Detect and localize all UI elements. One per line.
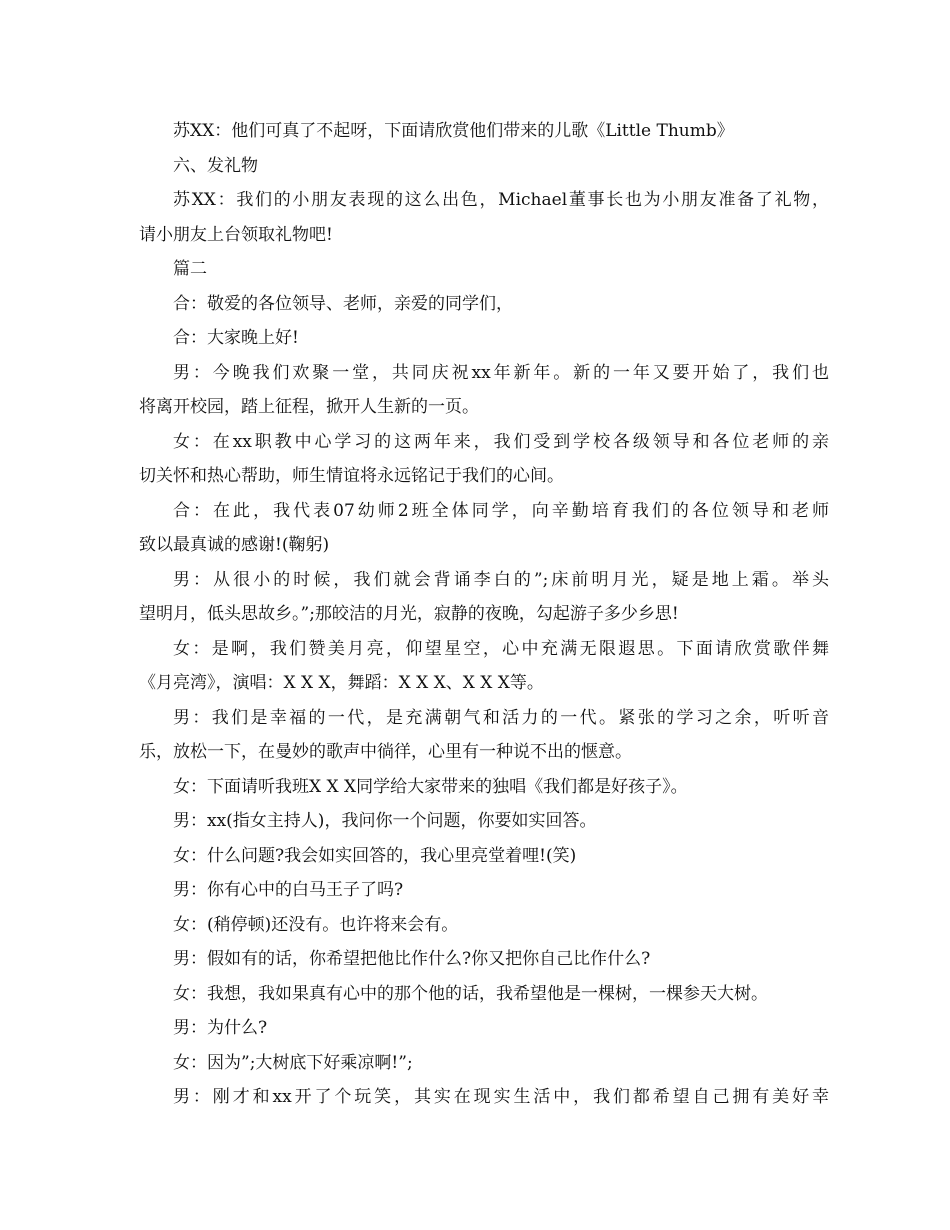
paragraph-line: 女：(稍停顿)还没有。也许将来会有。	[173, 914, 459, 935]
paragraph-line: 女：我想，我如果真有心中的那个他的话，我希望他是一棵树，一棵参天大树。	[173, 983, 768, 1004]
paragraph-line: 女：因为”;大树底下好乘凉啊!”;	[173, 1052, 413, 1073]
paragraph-line: 女：什么问题?我会如实回答的，我心里亮堂着哩!(笑)	[173, 845, 577, 866]
paragraph-line: 男：刚才和xx开了个玩笑，其实在现实生活中，我们都希望自己拥有美好幸	[173, 1087, 829, 1107]
paragraph-line: 女：是啊，我们赞美月亮，仰望星空，心中充满无限遐思。下面请欣赏歌伴舞	[173, 638, 829, 659]
paragraph-line: 《月亮湾》，演唱：X X X，舞蹈：X X X、X X X等。	[139, 673, 544, 693]
paragraph-line: 男：你有心中的白马王子了吗?	[173, 880, 404, 900]
paragraph-line: 男：我们是幸福的一代，是充满朝气和活力的一代。紧张的学习之余，听听音	[173, 707, 829, 728]
paragraph-line: 致以最真诚的感谢!(鞠躬)	[139, 535, 330, 555]
paragraph-line: 男：今晚我们欢聚一堂，共同庆祝xx年新年。新的一年又要开始了，我们也	[173, 362, 829, 383]
document-body	[139, 114, 829, 1115]
paragraph-line: 男：假如有的话，你希望把他比作什么?你又把你自己比作什么?	[173, 949, 651, 969]
paragraph-line: 切关怀和热心帮助，师生情谊将永远铭记于我们的心间。	[139, 466, 564, 486]
paragraph-line: 篇二	[173, 259, 207, 279]
paragraph-line: 苏XX：我们的小朋友表现的这么出色，Michael董事长也为小朋友准备了礼物，	[173, 190, 829, 210]
paragraph-line: 请小朋友上台领取礼物吧!	[139, 224, 333, 245]
paragraph-line: 望明月，低头思故乡。”;那皎洁的月光，寂静的夜晚，勾起游子多少乡思!	[139, 604, 679, 624]
paragraph-line: 六、发礼物	[173, 155, 258, 176]
paragraph-line: 男：xx(指女主持人)，我问你一个问题，你要如实回答。	[173, 811, 597, 831]
paragraph-line: 苏XX：他们可真了不起呀，下面请欣赏他们带来的儿歌《Little Thumb》	[173, 121, 734, 141]
paragraph-line: 合：敬爱的各位领导、老师，亲爱的同学们，	[173, 293, 513, 314]
paragraph-line: 合：大家晚上好!	[173, 328, 299, 348]
paragraph-line: 乐，放松一下，在曼妙的歌声中徜徉，心里有一种说不出的惬意。	[139, 742, 632, 762]
paragraph-line: 男：从很小的时候，我们就会背诵李白的”;床前明月光，疑是地上霜。举头	[173, 569, 829, 590]
paragraph-line: 男：为什么?	[173, 1018, 268, 1038]
paragraph-line: 合：在此，我代表07幼师2班全体同学，向辛勤培育我们的各位领导和老师	[173, 500, 829, 521]
paragraph-line: 将离开校园，踏上征程，掀开人生新的一页。	[139, 397, 479, 417]
paragraph-line: 女：在xx职教中心学习的这两年来，我们受到学校各级领导和各位老师的亲	[173, 431, 829, 452]
paragraph-line: 女：下面请听我班X X X同学给大家带来的独唱《我们都是好孩子》。	[173, 776, 688, 797]
